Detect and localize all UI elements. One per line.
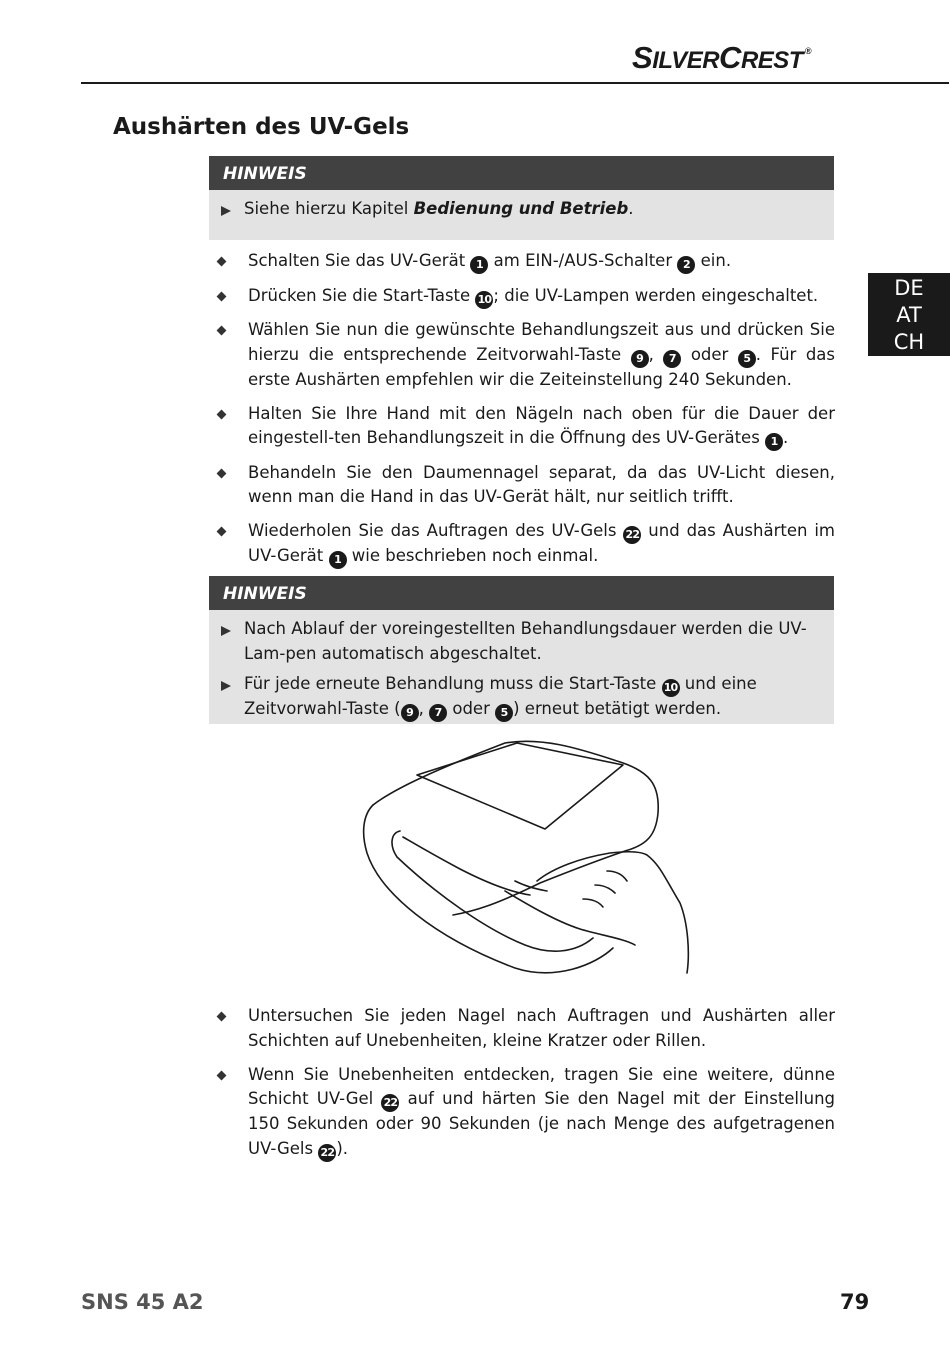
- uv-window-panel: [417, 743, 623, 829]
- diamond-bullet-icon: [217, 326, 227, 336]
- ref-number-badge: 2: [677, 256, 695, 274]
- list-item: Behandeln Sie den Daumennagel separat, da das UV-Licht diesen, wenn man die Hand in das UV-Gerät hält, nur seitlich trifft.: [215, 461, 835, 510]
- list-item: Wiederholen Sie das Auftragen des UV-Gels 22 und das Aushärten im UV-Gerät 1 wie beschrieben noch einmal.: [215, 519, 835, 569]
- ref-number-badge: 10: [475, 291, 493, 309]
- ref-number-badge: 22: [623, 526, 641, 544]
- list-item: Wählen Sie nun die gewünschte Behandlungszeit aus und drücken Sie hierzu die entsprechende Zeitvorwahl-Taste 9 , 7 oder 5 . Für das erste Aushärten empfehlen wir die Zeiteinstellung 240 Sekunden.: [215, 318, 835, 392]
- note-item: Für jede erneute Behandlung muss die Start-Taste 10 und eine Zeitvorwahl-Taste ( 9 , 7 oder 5 ) erneut betätigt werden.: [221, 672, 812, 722]
- diamond-bullet-icon: [217, 527, 227, 537]
- ref-number-badge: 9: [401, 704, 419, 722]
- note-item: Siehe hierzu Kapitel Bedienung und Betrieb.: [221, 197, 812, 222]
- list-item: Halten Sie Ihre Hand mit den Nägeln nach oben für die Dauer der eingestell-ten Behandlungszeit in die Öffnung des UV-Gerätes 1 .: [215, 402, 835, 452]
- ref-number-badge: 5: [738, 350, 756, 368]
- ref-number-badge: 22: [381, 1094, 399, 1112]
- ref-number-badge: 1: [765, 433, 783, 451]
- ref-number-badge: 5: [495, 704, 513, 722]
- chapter-reference: Bedienung und Betrieb: [413, 199, 629, 218]
- note-box-1: [209, 156, 834, 240]
- diamond-bullet-icon: [217, 257, 227, 267]
- note-box-2: [209, 576, 834, 724]
- ref-number-badge: 1: [329, 551, 347, 569]
- arrow-bullet-icon: [221, 626, 231, 636]
- arrow-bullet-icon: [221, 206, 231, 216]
- instruction-list-2: [215, 1004, 835, 1171]
- language-tab: [868, 273, 950, 356]
- language-ch: CH: [893, 330, 925, 354]
- language-at: AT: [896, 303, 922, 327]
- hand-outline: [505, 852, 688, 973]
- ref-number-badge: 22: [318, 1144, 336, 1162]
- page-title: Aushärten des UV-Gels: [113, 114, 410, 140]
- ref-number-badge: 10: [662, 679, 680, 697]
- note-item: Nach Ablauf der voreingestellten Behandlungsdauer werden die UV-Lam-pen automatisch abgeschaltet.: [221, 617, 812, 666]
- page-number: 79: [840, 1290, 870, 1314]
- arrow-bullet-icon: [221, 681, 231, 691]
- diamond-bullet-icon: [217, 409, 227, 419]
- ref-number-badge: 1: [470, 256, 488, 274]
- uv-lamp-illustration: [355, 733, 695, 978]
- ref-number-badge: 7: [429, 704, 447, 722]
- diamond-bullet-icon: [217, 1012, 227, 1022]
- ref-number-badge: 9: [631, 350, 649, 368]
- brand-logo: SILVERCREST ®: [632, 40, 812, 75]
- diamond-bullet-icon: [217, 291, 227, 301]
- instruction-list-1: [215, 249, 835, 579]
- list-item: Schalten Sie das UV-Gerät 1 am EIN-/AUS-Schalter 2 ein.: [215, 249, 835, 274]
- footer-model-number: SNS 45 A2: [81, 1290, 204, 1314]
- language-de: DE: [894, 276, 924, 300]
- list-item: Wenn Sie Unebenheiten entdecken, tragen Sie eine weitere, dünne Schicht UV-Gel 22 auf und härten Sie den Nagel mit der Einstellung 150 Sekunden oder 90 Sekunden (je nach Menge des aufgetragenen UV-Gels 22 ).: [215, 1063, 835, 1162]
- ref-number-badge: 7: [663, 350, 681, 368]
- header-rule: [81, 82, 949, 84]
- diamond-bullet-icon: [217, 468, 227, 478]
- note-heading: HINWEIS: [209, 156, 834, 190]
- diamond-bullet-icon: [217, 1070, 227, 1080]
- list-item: Drücken Sie die Start-Taste 10 ; die UV-Lampen werden eingeschaltet.: [215, 284, 835, 309]
- list-item: Untersuchen Sie jeden Nagel nach Auftragen und Aushärten aller Schichten auf Unebenheiten, kleine Kratzer oder Rillen.: [215, 1004, 835, 1053]
- note-heading: HINWEIS: [209, 576, 834, 610]
